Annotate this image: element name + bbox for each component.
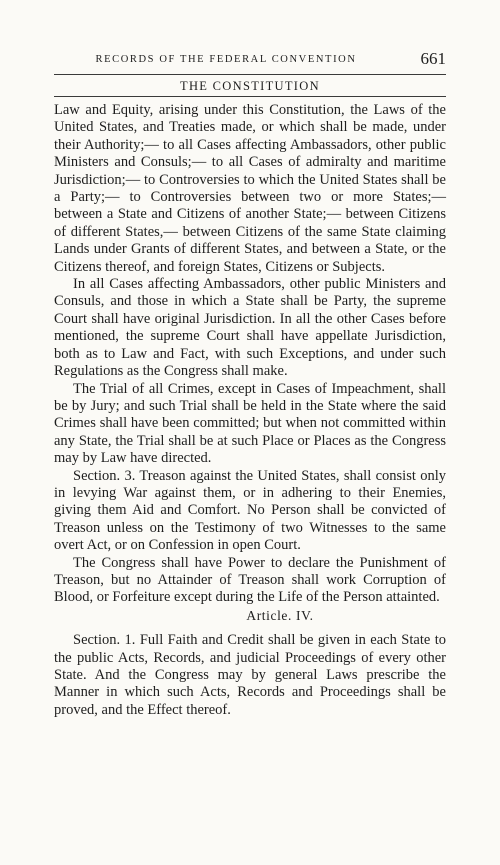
paragraph-full-faith-credit: Section. 1. Full Faith and Credit shall be given in each State to the public Acts, Records, and judicial Proceedings of every other State. And the Congress may by general Laws prescribe the Manner in which such Acts, Records and Proceedings shall be proved, and the Effect thereof. [54,632,446,718]
paragraph-jurisdiction: In all Cases affecting Ambassadors, other public Ministers and Consuls, and those in which a State shall be Party, the supreme Court shall have original Jurisdiction. In all the other Cases before mentioned, the supreme Court shall have appellate Jurisdiction, both as to Law and Fact, with such Exceptions, and under such Regulations as the Congress shall make. [54,276,446,380]
paragraph-treason-punishment: The Congress shall have Power to declare the Punishment of Treason, but no Attainder of Treason shall work Corruption of Blood, or Forfeiture except during the Life of the Person attainted. [54,554,446,606]
running-title: RECORDS OF THE FEDERAL CONVENTION [95,54,357,65]
paragraph-trial-by-jury: The Trial of all Crimes, except in Cases of Impeachment, shall be by Jury; and such Trial shall be held in the State where the said Crimes shall have been committed; but when not committed within any State, the Trial shall be at such Place or Places as the Congress may by Law have directed. [54,380,446,467]
book-page [54,50,446,719]
section-title: THE CONSTITUTION [180,79,320,93]
page-number: 661 [420,49,446,68]
article-heading: Article. IV. [246,607,314,623]
section-rule [54,96,446,97]
running-head [54,50,446,70]
paragraph-treason-definition: Section. 3. Treason against the United States, shall consist only in levying War against them, or in adhering to their Enemies, giving them Aid and Comfort. No Person shall be convicted of Treason unless on the Testimony of two Witnesses to the same overt Act, or on Confession in open Court. [54,467,446,554]
header-rule [54,74,446,75]
paragraph-judicial-cases: Law and Equity, arising under this Constitution, the Laws of the United States, and Treaties made, or which shall be made, under their Authority;— to all Cases affecting Ambassadors, other public Ministers and Consuls;— to all Cases of admiralty and maritime Jurisdiction;— to Controversies to which the United States shall be a Party;— to Controversies between two or more States;— between a State and Citizens of another State;— between Citizens of different States,— between Citizens of the same State claiming Lands under Grants of different States, and between a State, or the Citizens thereof, and foreign States, Citizens or Subjects. [54,102,446,275]
